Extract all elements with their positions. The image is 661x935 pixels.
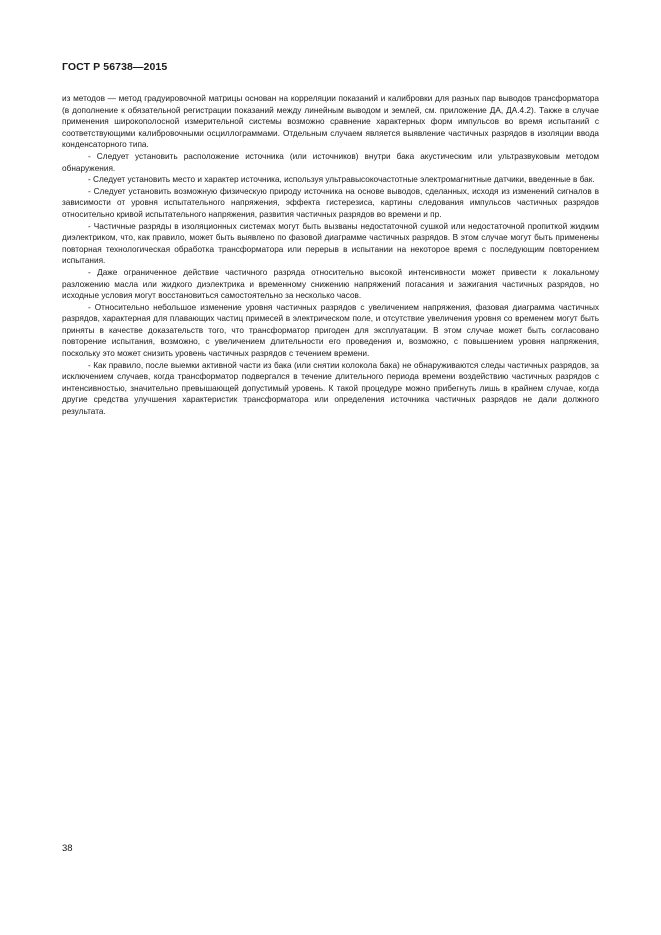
paragraph: - Как правило, после выемки активной части из бака (или снятии колокола бака) не обнаруживаются следы частичных разрядов, за исключением случаев, когда трансформатор подвергался в течение длительного периода времени воздействию частичных разрядов с интенсивностью, значительно превышающей допустимый уровень. К такой процедуре можно прибегнуть лишь в крайнем случае, когда другие средства улучшения характеристик трансформатора или определения источника частичных разрядов не дали должного результата. [62,360,599,417]
paragraph: - Следует установить расположение источника (или источников) внутри бака акустическим или ультразвуковым методом обнаружения. [62,151,599,173]
document-body [62,93,599,418]
paragraph: - Следует установить возможную физическую природу источника на основе выводов, сделанных, исходя из изменений сигналов в зависимости от уровня испытательного напряжения, эффекта гистерезиса, картины следования импульсов частичных разрядов относительно кривой испытательного напряжения, развития частичных разрядов во времени и пр. [62,186,599,219]
paragraph: - Частичные разряды в изоляционных системах могут быть вызваны недостаточной сушкой или недостаточной пропиткой жидким диэлектриком, что, как правило, может быть выявлено по фазовой диаграмме частичных разрядов. В этом случае могут быть применены повторная технологическая обработка трансформатора или перерыв в испытании на некоторое время с последующим повторением испытания. [62,221,599,266]
page-number: 38 [62,843,73,854]
paragraph-continuation: из методов — метод градуировочной матрицы основан на корреляции показаний и калибровки для разных пар выводов трансформатора (в дополнение к обязательной регистрации показаний между линейным выводом и землей, см. приложение ДА, ДА.4.2). Также в случае применения широкополосной измерительной системы возможно сравнение характерных форм импульсов во время испытаний с соответствующими калибровочными осциллограммами. Отдельным случаем является выявление частичных разрядов в изоляции ввода конденсаторного типа. [62,94,599,150]
paragraph: - Следует установить место и характер источника, используя ультравысокочастотные электромагнитные датчики, введенные в бак. [88,175,595,185]
paragraph: - Даже ограниченное действие частичного разряда относительно высокой интенсивности может привести к локальному разложению масла или жидкого диэлектрика и временному снижению напряжений погасания и зажигания частичных разрядов, но исходные условия могут восстановиться самостоятельно за несколько часов. [62,267,599,301]
document-header: ГОСТ Р 56738—2015 [62,61,168,73]
paragraph: - Относительно небольшое изменение уровня частичных разрядов с увеличением напряжения, фазовая диаграмма частичных разрядов, характерная для плавающих частиц примесей в электрическом поле, и отсутствие увеличения уровня со временем могут быть приняты в качестве доказательств того, что трансформатор пригоден для эксплуатации. В этом случае может быть согласовано повторение испытания, возможно, с увеличением длительности его проведения и, возможно, с повышением уровня напряжения, поскольку это может снизить уровень частичных разрядов с течением времени. [62,302,599,359]
